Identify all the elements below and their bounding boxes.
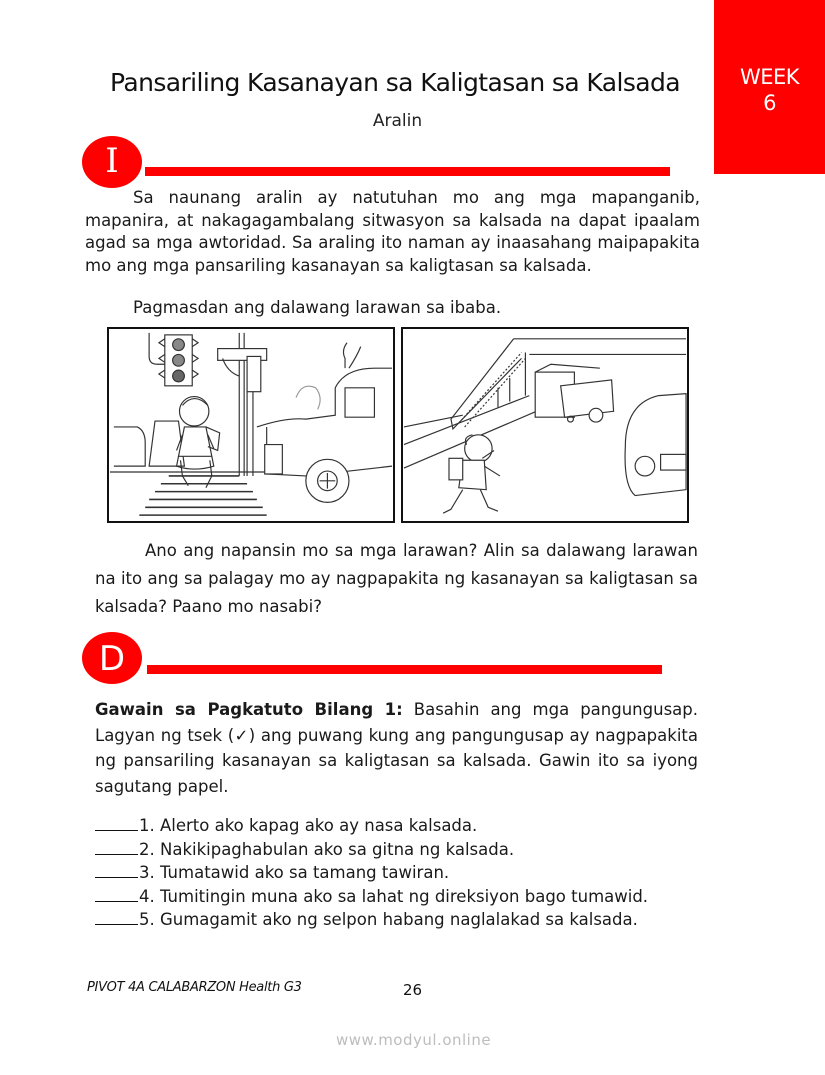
child-head <box>179 397 208 426</box>
backpack <box>449 458 463 480</box>
section-d-badge: D <box>82 632 142 684</box>
pedestrian-signal <box>247 356 261 391</box>
checklist-item <box>95 908 648 932</box>
instruction-paragraph: Pagmasdan ang dalawang larawan sa ibaba. <box>133 298 502 317</box>
child-head <box>465 435 492 462</box>
item-text: 5. Gumagamit ako ng selpon habang naglalakad sa kalsada. <box>139 910 638 929</box>
car <box>625 394 686 496</box>
section-d-divider <box>147 665 662 674</box>
overpass-deck <box>514 339 686 355</box>
watermark: www.modyul.online <box>336 1031 492 1049</box>
answer-blank[interactable] <box>95 910 138 925</box>
light-yellow <box>173 354 185 366</box>
item-text: 1. Alerto ako kapag ako ay nasa kalsada. <box>139 816 478 835</box>
checklist-item <box>95 885 648 909</box>
jeepney <box>561 380 614 417</box>
section-i-badge: I <box>82 136 142 188</box>
answer-blank[interactable] <box>95 887 138 902</box>
light-red <box>173 339 185 351</box>
footer-module-label: PIVOT 4A CALABARZON Health G3 <box>87 980 302 995</box>
answer-blank[interactable] <box>95 863 138 878</box>
week-tab <box>714 0 825 174</box>
activity-instructions <box>95 697 698 799</box>
checklist-item <box>95 814 648 838</box>
week-label: WEEK <box>739 65 800 89</box>
activity-text: Basahin ang mga pangungusap. Lagyan ng tsek (✓) ang puwang kung ang pangungusap ay nagpapakita ng pansariling kasanayan sa kaligtasan sa kalsada. Gawin ito sa iyong sagutang papel. <box>95 700 698 796</box>
page-number: 26 <box>403 981 423 999</box>
lesson-subtitle: Aralin <box>372 111 423 131</box>
checklist-item <box>95 861 648 885</box>
child-shirt <box>179 427 212 456</box>
pedestrian-lane-drawing <box>109 329 393 521</box>
illustration-pedestrian-lane <box>107 327 395 523</box>
item-text: 3. Tumatawid ako sa tamang tawiran. <box>139 863 450 882</box>
signal-pole <box>149 333 165 364</box>
answer-blank[interactable] <box>95 816 138 831</box>
illustration-unsafe-crossing <box>401 327 689 523</box>
answer-blank[interactable] <box>95 840 138 855</box>
checklist <box>95 814 648 932</box>
section-i-divider <box>145 167 670 176</box>
activity-title: Gawain sa Pagkatuto Bilang 1: <box>95 700 403 719</box>
unsafe-crossing-drawing <box>403 329 687 521</box>
week-number: 6 <box>763 91 776 115</box>
reflection-question: Ano ang napansin mo sa mga larawan? Alin sa dalawang larawan na ito ang sa palagay mo ay nagpapakita ng kasanayan sa kaligtasan sa kalsada? Paano mo nasabi? <box>95 541 698 616</box>
light-green <box>173 370 185 382</box>
checklist-item <box>95 838 648 862</box>
driver <box>296 386 320 409</box>
intro-paragraph: Sa naunang aralin ay natutuhan mo ang mga mapanganib, mapanira, at nakagagambalang sitwasyon sa kalsada na dapat ipaalam agad sa mga awtoridad. Sa araling ito naman ay inaasahang maipapakita mo ang mga pansariling kasanayan sa kaligtasan sa kalsada. <box>85 188 700 275</box>
item-text: 4. Tumitingin muna ako sa lahat ng direksiyon bago tumawid. <box>139 886 649 906</box>
page-title: Pansariling Kasanayan sa Kaligtasan sa Kalsada <box>110 68 680 97</box>
item-text: 2. Nakikipaghabulan ako sa gitna ng kalsada. <box>139 839 515 859</box>
